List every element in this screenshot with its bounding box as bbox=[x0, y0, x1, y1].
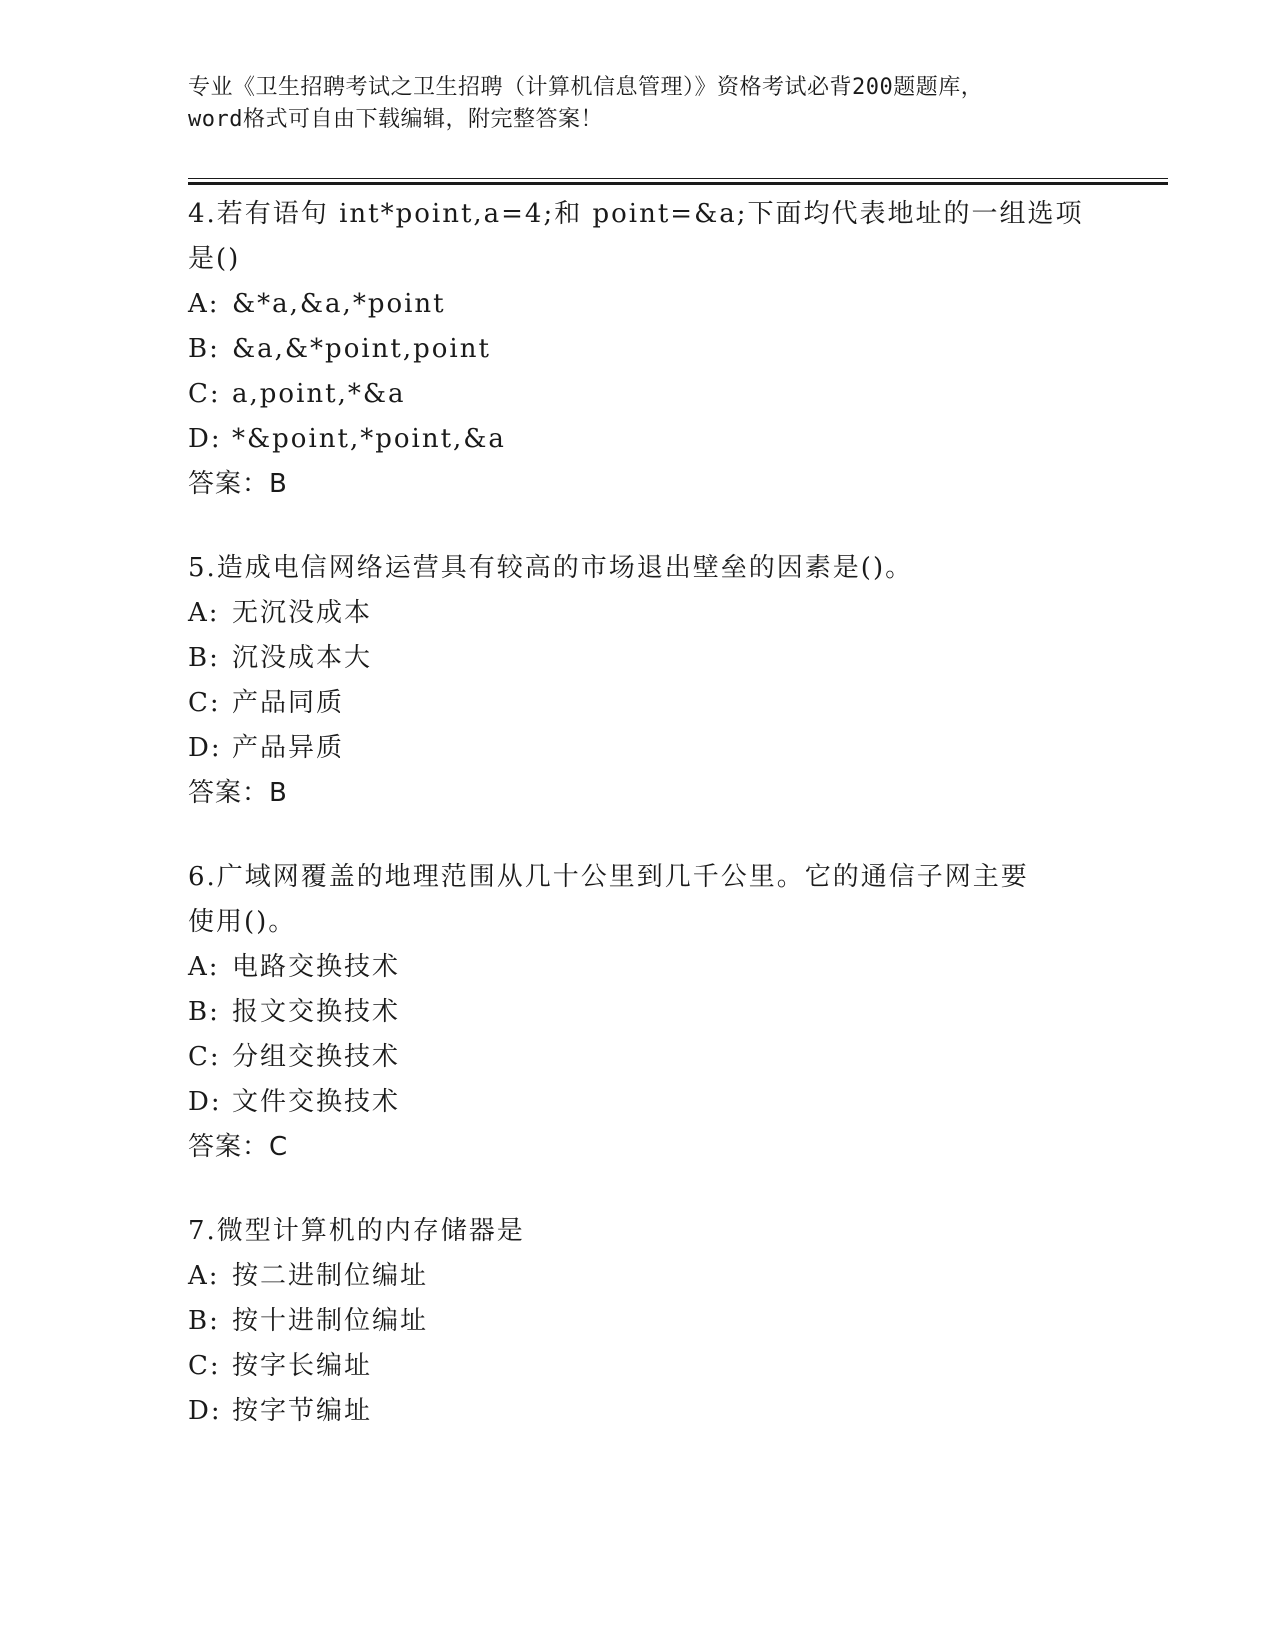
option-b bbox=[188, 327, 1088, 372]
header-line-2: word格式可自由下载编辑，附完整答案！ bbox=[188, 107, 603, 132]
header-divider-thin bbox=[188, 178, 1168, 179]
option-letter: C: bbox=[188, 379, 221, 409]
option-d bbox=[188, 726, 1088, 771]
option-a bbox=[188, 945, 1088, 990]
header-divider-thick bbox=[188, 182, 1168, 185]
option-text: 无沉没成本 bbox=[232, 598, 373, 628]
option-text: a,point,*&a bbox=[232, 379, 406, 409]
option-text: 电路交换技术 bbox=[232, 952, 401, 982]
question-6 bbox=[188, 855, 1088, 1169]
option-text: &*a,&a,*point bbox=[232, 289, 446, 319]
option-text: 报文交换技术 bbox=[232, 997, 401, 1027]
option-c bbox=[188, 372, 1088, 417]
option-c bbox=[188, 1035, 1088, 1080]
option-letter: A: bbox=[188, 289, 220, 319]
question-stem: 5.造成电信网络运营具有较高的市场退出壁垒的因素是()。 bbox=[188, 553, 914, 583]
option-text: 沉没成本大 bbox=[232, 643, 373, 673]
option-d bbox=[188, 1080, 1088, 1125]
option-text: 文件交换技术 bbox=[232, 1087, 401, 1117]
option-b bbox=[188, 636, 1088, 681]
option-letter: C: bbox=[188, 1042, 221, 1072]
option-text: 分组交换技术 bbox=[232, 1042, 401, 1072]
option-letter: D: bbox=[188, 424, 222, 454]
option-c bbox=[188, 1344, 1088, 1389]
option-text: 按二进制位编址 bbox=[232, 1261, 429, 1291]
answer-line: 答案：C bbox=[188, 1132, 289, 1162]
question-stem-continued: 使用()。 bbox=[188, 907, 297, 937]
option-letter: B: bbox=[188, 643, 220, 673]
answer-line: 答案：B bbox=[188, 469, 288, 499]
question-stem: 6.广域网覆盖的地理范围从几十公里到几千公里。它的通信子网主要 bbox=[188, 862, 1029, 892]
question-7 bbox=[188, 1209, 1088, 1434]
answer-line: 答案：B bbox=[188, 778, 288, 808]
option-a bbox=[188, 1254, 1088, 1299]
option-letter: A: bbox=[188, 952, 220, 982]
header-line-1: 专业《卫生招聘考试之卫生招聘（计算机信息管理）》资格考试必背200题题库， bbox=[188, 75, 984, 100]
option-letter: B: bbox=[188, 1306, 220, 1336]
question-stem: 4.若有语句 int*point,a=4;和 point=&a;下面均代表地址的一组选项 bbox=[188, 199, 1084, 229]
option-letter: D: bbox=[188, 1396, 222, 1426]
question-list bbox=[188, 192, 1088, 1474]
question-4 bbox=[188, 192, 1088, 506]
document-header bbox=[188, 72, 1088, 136]
option-text: 按字长编址 bbox=[232, 1351, 373, 1381]
option-d bbox=[188, 1389, 1088, 1434]
option-b bbox=[188, 1299, 1088, 1344]
option-text: *&point,*point,&a bbox=[232, 424, 506, 454]
option-letter: A: bbox=[188, 598, 220, 628]
option-letter: B: bbox=[188, 334, 220, 364]
option-c bbox=[188, 681, 1088, 726]
question-5 bbox=[188, 546, 1088, 815]
option-a bbox=[188, 591, 1088, 636]
option-letter: C: bbox=[188, 1351, 221, 1381]
option-text: 产品同质 bbox=[232, 688, 345, 718]
option-text: 产品异质 bbox=[232, 733, 345, 763]
option-letter: B: bbox=[188, 997, 220, 1027]
option-letter: D: bbox=[188, 733, 222, 763]
option-text: 按字节编址 bbox=[232, 1396, 373, 1426]
question-stem-continued: 是() bbox=[188, 244, 241, 274]
option-letter: D: bbox=[188, 1087, 222, 1117]
option-letter: C: bbox=[188, 688, 221, 718]
option-b bbox=[188, 990, 1088, 1035]
question-stem: 7.微型计算机的内存储器是 bbox=[188, 1216, 525, 1246]
option-text: &a,&*point,point bbox=[232, 334, 491, 364]
option-d bbox=[188, 417, 1088, 462]
option-text: 按十进制位编址 bbox=[232, 1306, 429, 1336]
option-letter: A: bbox=[188, 1261, 220, 1291]
option-a bbox=[188, 282, 1088, 327]
